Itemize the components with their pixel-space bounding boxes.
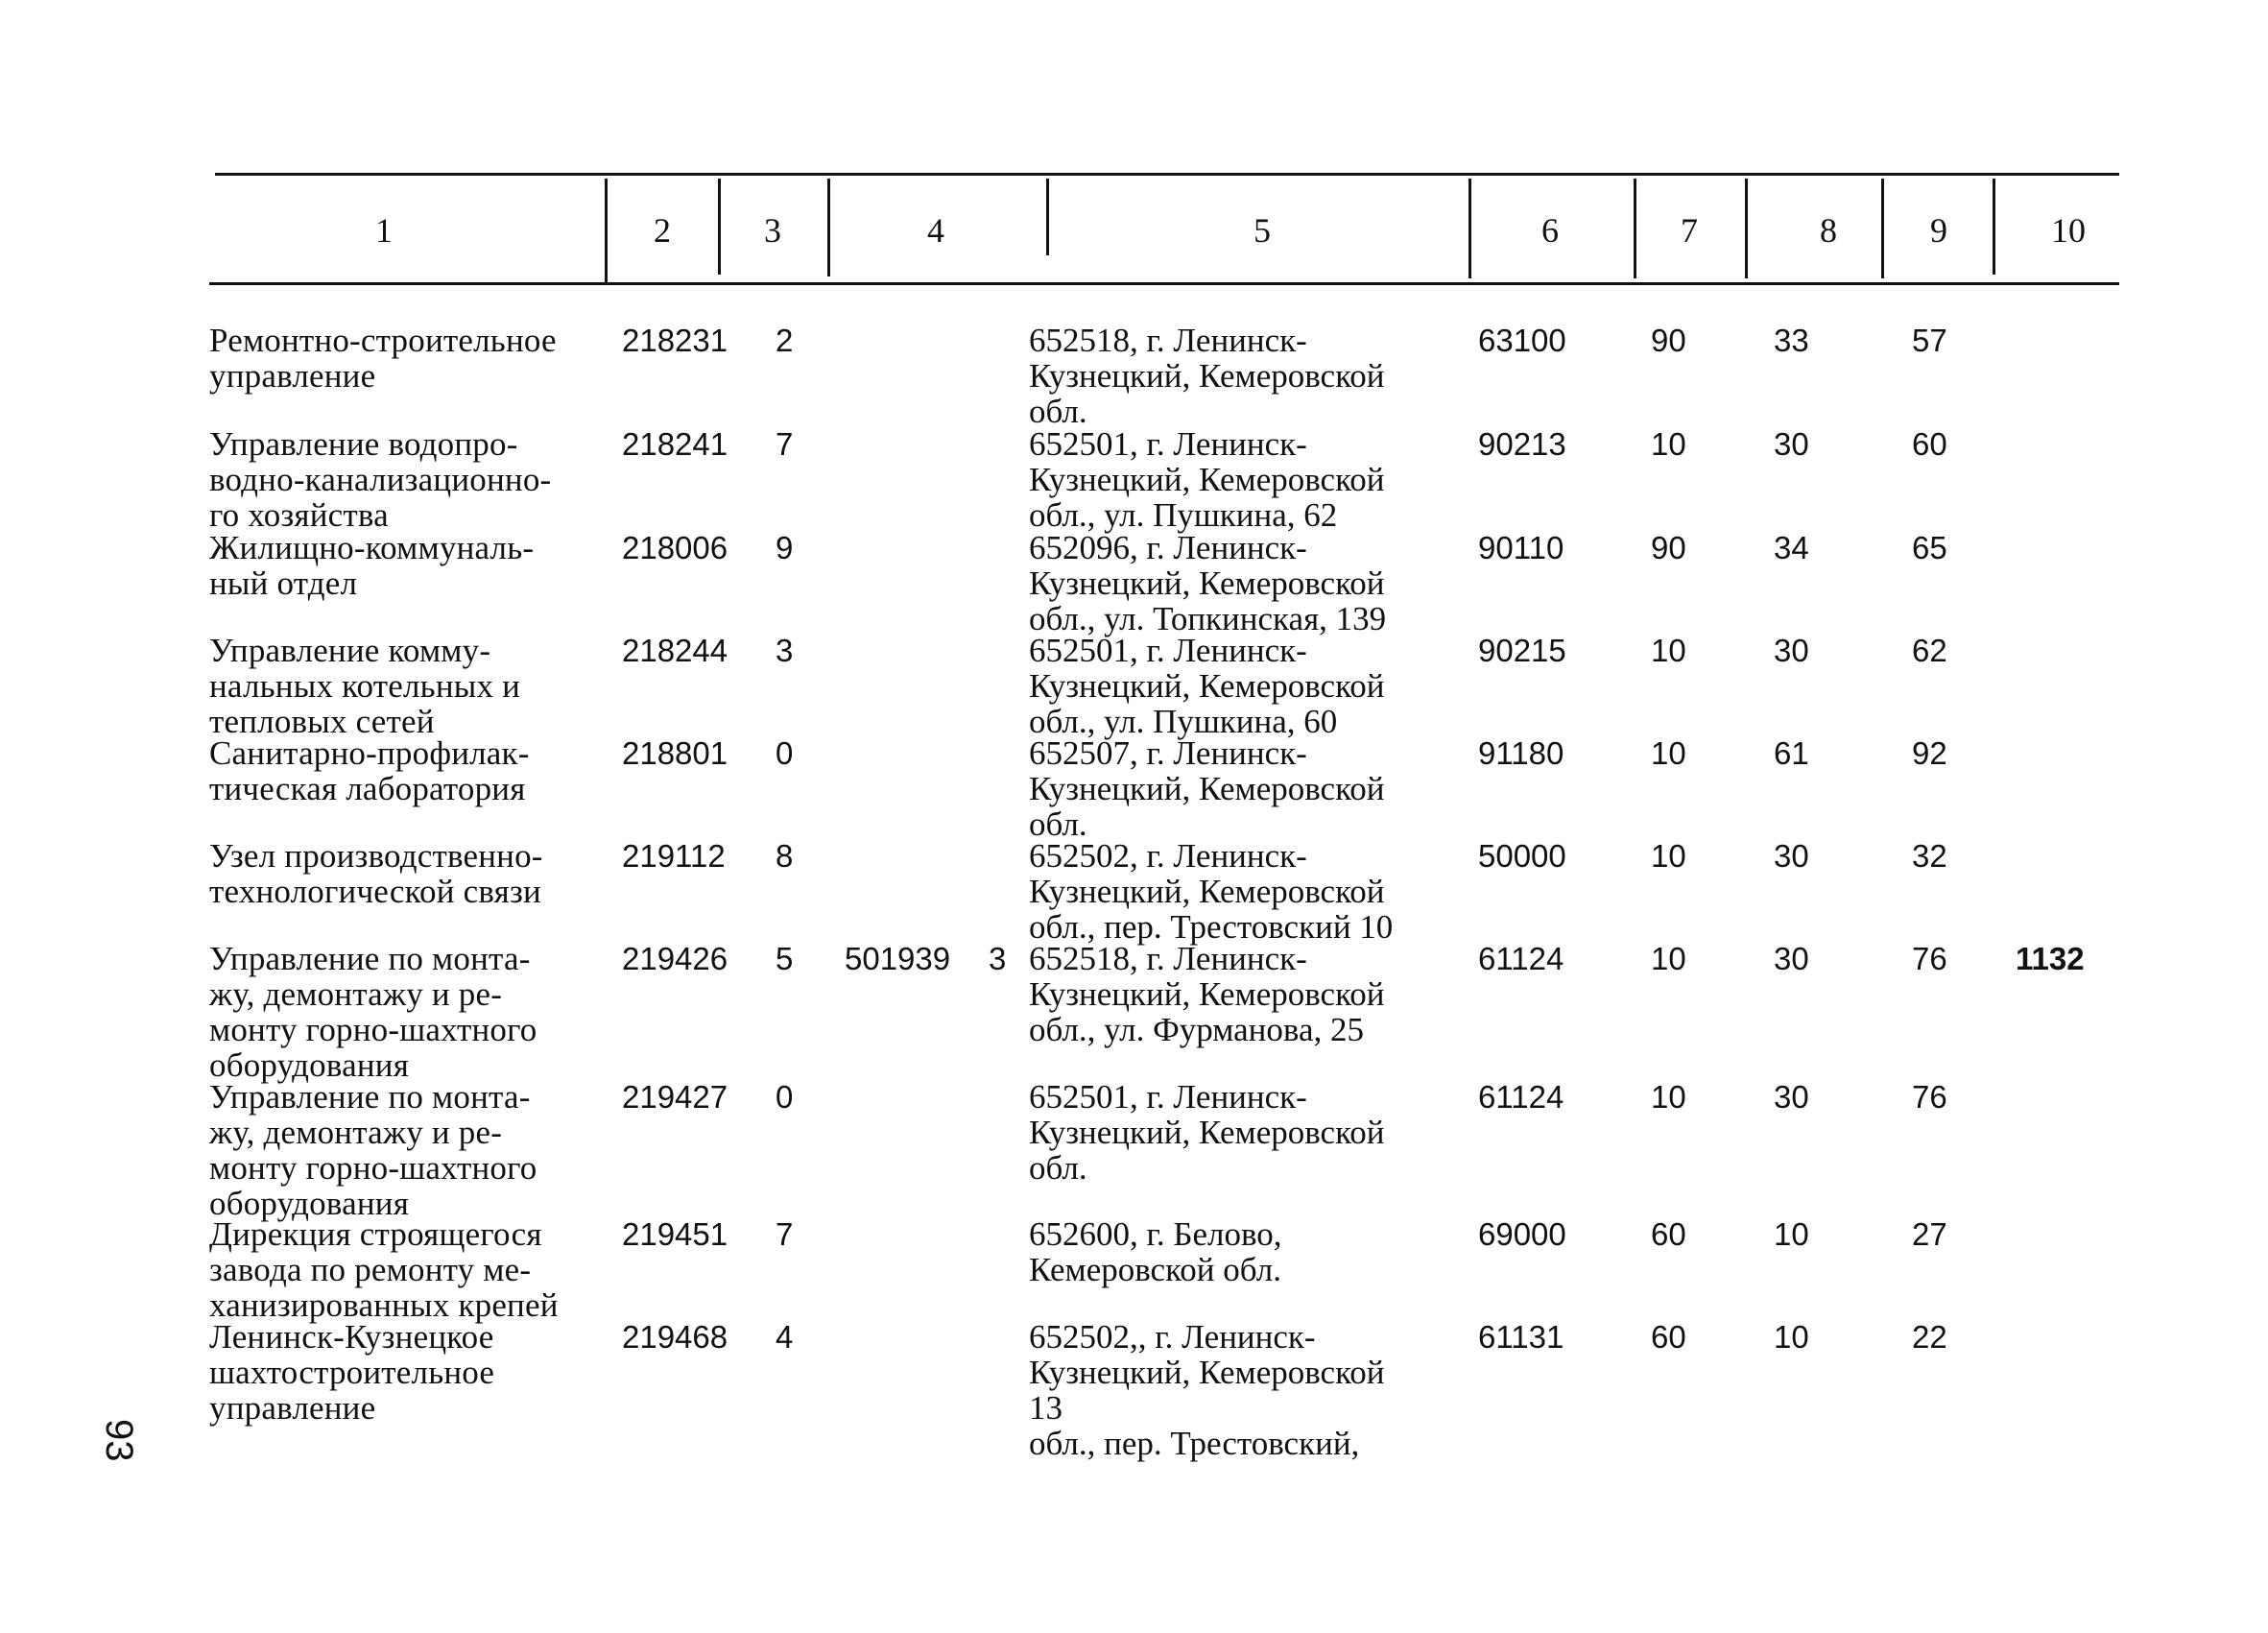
col7-value: 10 <box>1651 426 1686 462</box>
organization-name: Управление водопро- водно-канализационно- го хозяйства <box>209 425 552 534</box>
col6-value: 61124 <box>1478 1079 1564 1115</box>
col8-value: 61 <box>1774 735 1809 771</box>
header-divider <box>1634 179 1636 278</box>
header-divider <box>827 179 830 276</box>
address: 652501, г. Ленинск- Кузнецкий, Кемеровской обл., ул. Пушкина, 60 <box>1029 632 1385 740</box>
address: 652600, г. Белово, Кемеровской обл. <box>1029 1215 1282 1288</box>
col6-value: 63100 <box>1478 323 1566 358</box>
col6-value: 61131 <box>1478 1319 1564 1355</box>
org-code: 218244 <box>622 633 728 668</box>
address: 652502,, г. Ленинск- Кузнецкий, Кемеровской 13 обл., пер. Трестовский, <box>1029 1318 1385 1462</box>
organization-name: Управление по монта- жу, демонтажу и ре- монту горно-шахтного оборудования <box>209 1078 537 1222</box>
check-digit: 4 <box>776 1319 794 1355</box>
column-header: 6 <box>1541 211 1559 250</box>
header-divider <box>1046 179 1049 255</box>
col7-value: 10 <box>1651 633 1686 668</box>
check-digit: 5 <box>776 941 794 976</box>
col7-value: 60 <box>1651 1216 1686 1252</box>
col8-value: 10 <box>1774 1319 1809 1355</box>
address: 652518, г. Ленинск- Кузнецкий, Кемеровской обл. <box>1029 322 1385 430</box>
col7-value: 10 <box>1651 735 1686 771</box>
header-divider <box>605 179 608 282</box>
check-digit: 9 <box>776 530 794 565</box>
col8-value: 30 <box>1774 941 1809 976</box>
col9-value: 22 <box>1912 1319 1947 1355</box>
address: 652518, г. Ленинск- Кузнецкий, Кемеровской обл., ул. Фурманова, 25 <box>1029 940 1385 1048</box>
org-code: 218801 <box>622 735 728 771</box>
col7-value: 90 <box>1651 530 1686 565</box>
col9-value: 27 <box>1912 1216 1947 1252</box>
col6-value: 90110 <box>1478 530 1564 565</box>
header-divider <box>1881 179 1884 278</box>
col9-value: 60 <box>1912 426 1947 462</box>
header-divider <box>1993 179 1995 275</box>
org-code: 218006 <box>622 530 728 565</box>
page-number: 93 <box>98 1419 140 1462</box>
col7-value: 10 <box>1651 941 1686 976</box>
address: 652507, г. Ленинск- Кузнецкий, Кемеровской обл. <box>1029 734 1385 843</box>
organization-name: Жилищно-коммуналь- ный отдел <box>209 529 535 602</box>
check-digit: 8 <box>776 838 794 874</box>
col7-value: 60 <box>1651 1319 1686 1355</box>
header-divider <box>1468 179 1471 278</box>
col9-value: 62 <box>1912 633 1947 668</box>
col6-value: 50000 <box>1478 838 1566 874</box>
column-header: 3 <box>764 211 781 250</box>
organization-name: Санитарно-профилак- тическая лаборатория <box>209 734 530 807</box>
column-header: 2 <box>654 211 671 250</box>
organization-name: Ремонтно-строительное управление <box>209 322 557 395</box>
col6-value: 90215 <box>1478 633 1566 668</box>
col8-value: 30 <box>1774 426 1809 462</box>
org-code: 218231 <box>622 323 728 358</box>
col4-check: 3 <box>989 941 1007 976</box>
col8-value: 30 <box>1774 1079 1809 1115</box>
check-digit: 7 <box>776 1216 794 1252</box>
column-header: 4 <box>927 211 944 250</box>
column-header: 1 <box>375 211 393 250</box>
check-digit: 7 <box>776 426 794 462</box>
col9-value: 57 <box>1912 323 1947 358</box>
col8-value: 34 <box>1774 530 1809 565</box>
organization-name: Управление комму- нальных котельных и тепловых сетей <box>209 632 521 740</box>
col9-value: 76 <box>1912 1079 1947 1115</box>
col9-value: 65 <box>1912 530 1947 565</box>
check-digit: 3 <box>776 633 794 668</box>
address: 652501, г. Ленинск- Кузнецкий, Кемеровской обл. <box>1029 1078 1385 1187</box>
organization-name: Узел производственно- технологической связи <box>209 837 543 910</box>
organization-name: Дирекция строящегося завода по ремонту ме- ханизированных крепей <box>209 1215 559 1324</box>
column-header: 8 <box>1820 211 1837 250</box>
col9-value: 76 <box>1912 941 1947 976</box>
org-code: 219468 <box>622 1319 728 1355</box>
header-top-rule <box>215 173 2119 176</box>
col7-value: 90 <box>1651 323 1686 358</box>
col8-value: 30 <box>1774 633 1809 668</box>
check-digit: 2 <box>776 323 794 358</box>
column-header: 5 <box>1253 211 1271 250</box>
org-code: 219112 <box>622 838 726 874</box>
col10-value: 1132 <box>2016 941 2085 976</box>
col6-value: 90213 <box>1478 426 1566 462</box>
org-code: 218241 <box>622 426 728 462</box>
col8-value: 33 <box>1774 323 1809 358</box>
col8-value: 30 <box>1774 838 1809 874</box>
check-digit: 0 <box>776 735 794 771</box>
col7-value: 10 <box>1651 838 1686 874</box>
column-header: 7 <box>1681 211 1698 250</box>
col6-value: 69000 <box>1478 1216 1566 1252</box>
header-divider <box>1745 179 1748 278</box>
col4-code: 501939 <box>845 941 951 976</box>
col7-value: 10 <box>1651 1079 1686 1115</box>
header-bottom-rule <box>209 282 2119 285</box>
address: 652501, г. Ленинск- Кузнецкий, Кемеровской обл., ул. Пушкина, 62 <box>1029 425 1385 534</box>
org-code: 219427 <box>622 1079 728 1115</box>
col9-value: 32 <box>1912 838 1947 874</box>
column-header: 9 <box>1930 211 1947 250</box>
column-header: 10 <box>2051 211 2086 250</box>
check-digit: 0 <box>776 1079 794 1115</box>
org-code: 219451 <box>622 1216 728 1252</box>
organization-name: Управление по монта- жу, демонтажу и ре- монту горно-шахтного оборудования <box>209 940 537 1084</box>
organization-name: Ленинск-Кузнецкое шахтостроительное управление <box>209 1318 495 1427</box>
col6-value: 91180 <box>1478 735 1564 771</box>
col6-value: 61124 <box>1478 941 1564 976</box>
address: 652502, г. Ленинск- Кузнецкий, Кемеровской обл., пер. Трестовский 10 <box>1029 837 1394 946</box>
address: 652096, г. Ленинск- Кузнецкий, Кемеровской обл., ул. Топкинская, 139 <box>1029 529 1387 637</box>
col8-value: 10 <box>1774 1216 1809 1252</box>
header-divider <box>718 179 721 275</box>
org-code: 219426 <box>622 941 728 976</box>
col9-value: 92 <box>1912 735 1947 771</box>
